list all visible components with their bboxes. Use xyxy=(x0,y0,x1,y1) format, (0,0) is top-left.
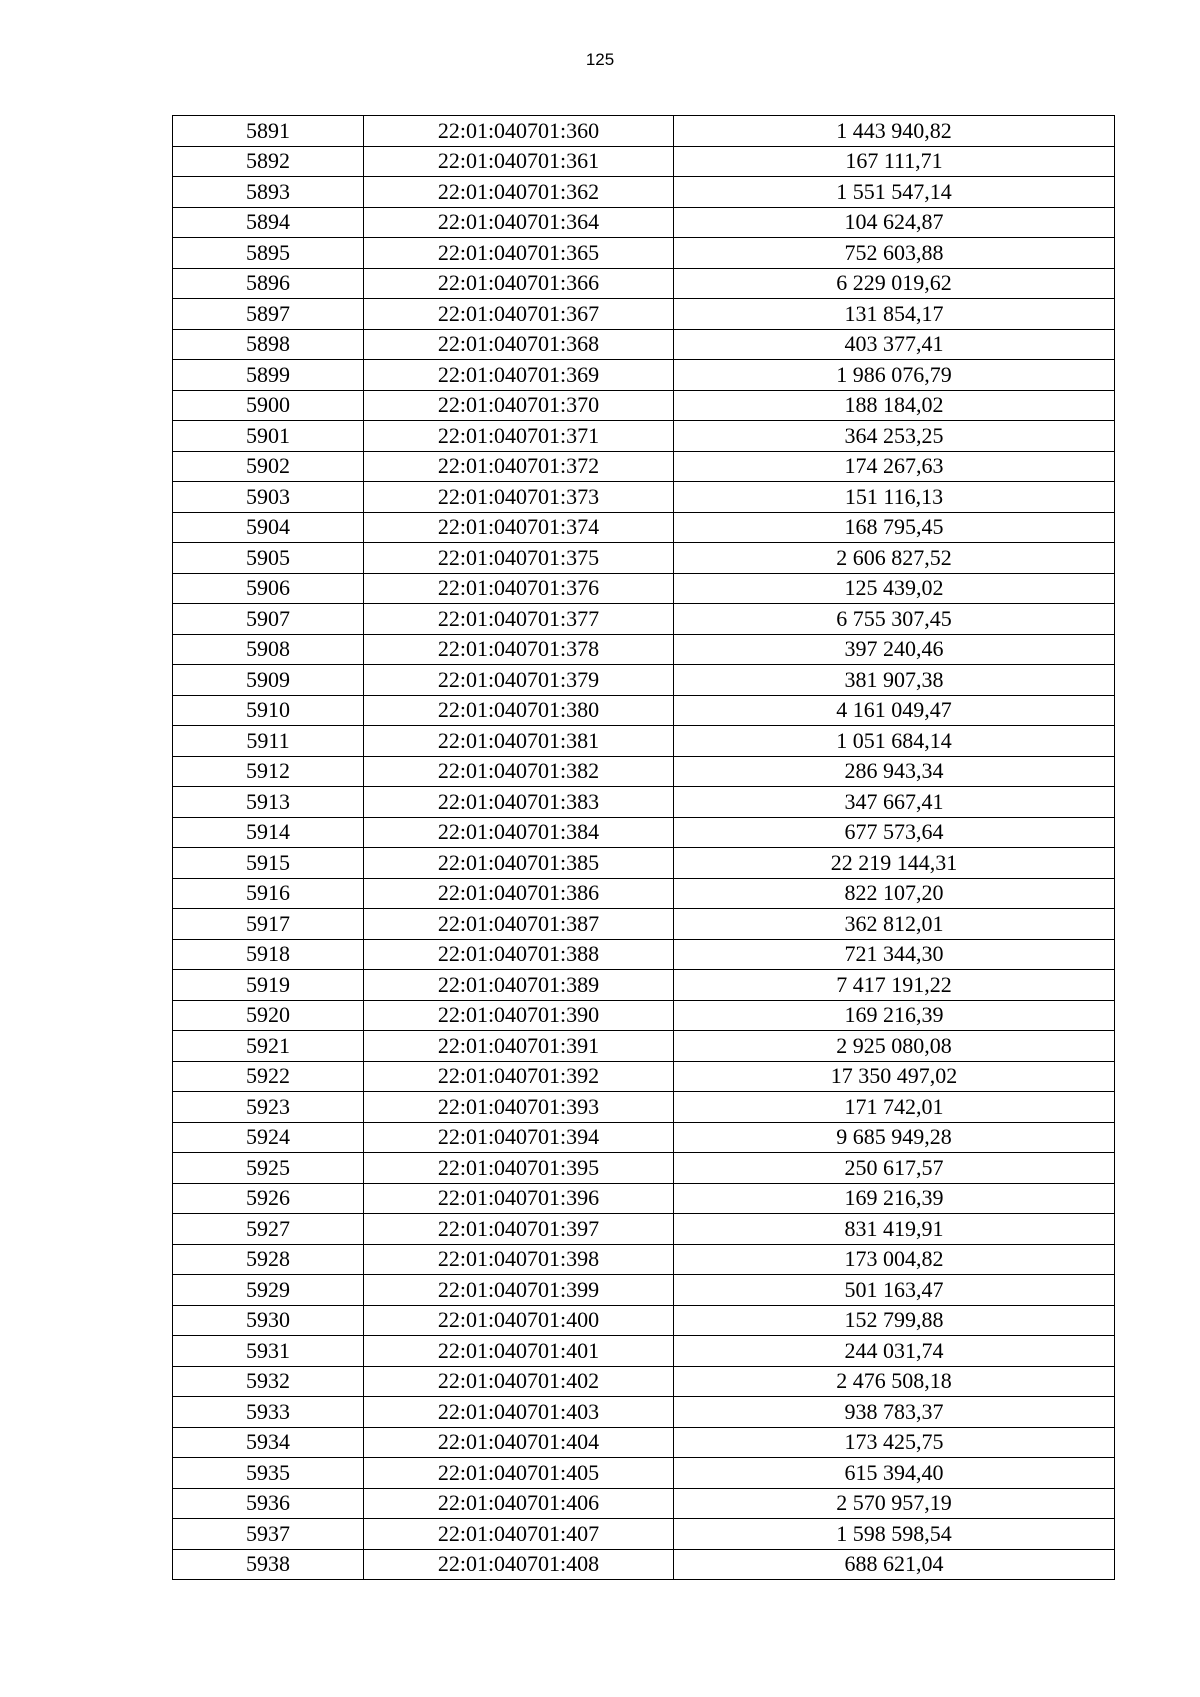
row-number-cell: 5935 xyxy=(173,1458,364,1489)
row-number-cell: 5931 xyxy=(173,1336,364,1367)
value-cell: 1 598 598,54 xyxy=(674,1519,1115,1550)
table-row xyxy=(173,238,1115,269)
cadastral-number-cell: 22:01:040701:408 xyxy=(364,1549,674,1580)
table-row xyxy=(173,451,1115,482)
table-row xyxy=(173,1488,1115,1519)
cadastral-number-cell: 22:01:040701:399 xyxy=(364,1275,674,1306)
cadastral-number-cell: 22:01:040701:386 xyxy=(364,878,674,909)
table-row xyxy=(173,1000,1115,1031)
value-cell: 174 267,63 xyxy=(674,451,1115,482)
row-number-cell: 5908 xyxy=(173,634,364,665)
value-cell: 397 240,46 xyxy=(674,634,1115,665)
table-row xyxy=(173,299,1115,330)
cadastral-number-cell: 22:01:040701:406 xyxy=(364,1488,674,1519)
table-row xyxy=(173,939,1115,970)
value-cell: 17 350 497,02 xyxy=(674,1061,1115,1092)
value-cell: 2 925 080,08 xyxy=(674,1031,1115,1062)
cadastral-number-cell: 22:01:040701:384 xyxy=(364,817,674,848)
value-cell: 188 184,02 xyxy=(674,390,1115,421)
cadastral-number-cell: 22:01:040701:395 xyxy=(364,1153,674,1184)
value-cell: 125 439,02 xyxy=(674,573,1115,604)
cadastral-number-cell: 22:01:040701:371 xyxy=(364,421,674,452)
table-row xyxy=(173,1458,1115,1489)
cadastral-number-cell: 22:01:040701:367 xyxy=(364,299,674,330)
table-row xyxy=(173,787,1115,818)
row-number-cell: 5925 xyxy=(173,1153,364,1184)
value-cell: 167 111,71 xyxy=(674,146,1115,177)
cadastral-number-cell: 22:01:040701:407 xyxy=(364,1519,674,1550)
value-cell: 347 667,41 xyxy=(674,787,1115,818)
value-cell: 1 051 684,14 xyxy=(674,726,1115,757)
page-number: 125 xyxy=(585,50,615,69)
row-number-cell: 5909 xyxy=(173,665,364,696)
value-cell: 938 783,37 xyxy=(674,1397,1115,1428)
cadastral-number-cell: 22:01:040701:379 xyxy=(364,665,674,696)
table-row xyxy=(173,1031,1115,1062)
cadastral-number-cell: 22:01:040701:393 xyxy=(364,1092,674,1123)
row-number-cell: 5920 xyxy=(173,1000,364,1031)
value-cell: 831 419,91 xyxy=(674,1214,1115,1245)
row-number-cell: 5896 xyxy=(173,268,364,299)
cadastral-number-cell: 22:01:040701:401 xyxy=(364,1336,674,1367)
row-number-cell: 5891 xyxy=(173,116,364,147)
table-row xyxy=(173,329,1115,360)
cadastral-number-cell: 22:01:040701:377 xyxy=(364,604,674,635)
table-row xyxy=(173,970,1115,1001)
table-row xyxy=(173,177,1115,208)
cadastral-number-cell: 22:01:040701:403 xyxy=(364,1397,674,1428)
table-row xyxy=(173,1549,1115,1580)
table-row xyxy=(173,1061,1115,1092)
value-cell: 9 685 949,28 xyxy=(674,1122,1115,1153)
table-row xyxy=(173,1427,1115,1458)
table-row xyxy=(173,146,1115,177)
table-row xyxy=(173,390,1115,421)
table-row xyxy=(173,1275,1115,1306)
row-number-cell: 5928 xyxy=(173,1244,364,1275)
value-cell: 151 116,13 xyxy=(674,482,1115,513)
row-number-cell: 5916 xyxy=(173,878,364,909)
value-cell: 688 621,04 xyxy=(674,1549,1115,1580)
cadastral-number-cell: 22:01:040701:404 xyxy=(364,1427,674,1458)
cadastral-number-cell: 22:01:040701:369 xyxy=(364,360,674,391)
row-number-cell: 5905 xyxy=(173,543,364,574)
cadastral-number-cell: 22:01:040701:372 xyxy=(364,451,674,482)
table-row xyxy=(173,1183,1115,1214)
row-number-cell: 5936 xyxy=(173,1488,364,1519)
table-row xyxy=(173,116,1115,147)
table-row xyxy=(173,665,1115,696)
table-row xyxy=(173,1519,1115,1550)
cadastral-number-cell: 22:01:040701:382 xyxy=(364,756,674,787)
row-number-cell: 5927 xyxy=(173,1214,364,1245)
table-row xyxy=(173,1122,1115,1153)
cadastral-number-cell: 22:01:040701:388 xyxy=(364,939,674,970)
cadastral-number-cell: 22:01:040701:381 xyxy=(364,726,674,757)
table-row xyxy=(173,421,1115,452)
row-number-cell: 5907 xyxy=(173,604,364,635)
table-row xyxy=(173,1397,1115,1428)
cadastral-number-cell: 22:01:040701:380 xyxy=(364,695,674,726)
cadastral-number-cell: 22:01:040701:391 xyxy=(364,1031,674,1062)
row-number-cell: 5895 xyxy=(173,238,364,269)
value-cell: 4 161 049,47 xyxy=(674,695,1115,726)
cadastral-number-cell: 22:01:040701:389 xyxy=(364,970,674,1001)
table-row xyxy=(173,878,1115,909)
row-number-cell: 5915 xyxy=(173,848,364,879)
row-number-cell: 5921 xyxy=(173,1031,364,1062)
table-row xyxy=(173,207,1115,238)
cadastral-number-cell: 22:01:040701:366 xyxy=(364,268,674,299)
cadastral-number-cell: 22:01:040701:396 xyxy=(364,1183,674,1214)
row-number-cell: 5910 xyxy=(173,695,364,726)
cadastral-number-cell: 22:01:040701:370 xyxy=(364,390,674,421)
value-cell: 403 377,41 xyxy=(674,329,1115,360)
value-cell: 152 799,88 xyxy=(674,1305,1115,1336)
row-number-cell: 5901 xyxy=(173,421,364,452)
value-cell: 131 854,17 xyxy=(674,299,1115,330)
value-cell: 501 163,47 xyxy=(674,1275,1115,1306)
value-cell: 171 742,01 xyxy=(674,1092,1115,1123)
row-number-cell: 5934 xyxy=(173,1427,364,1458)
value-cell: 22 219 144,31 xyxy=(674,848,1115,879)
value-cell: 173 004,82 xyxy=(674,1244,1115,1275)
table-body xyxy=(173,116,1115,1580)
cadastral-number-cell: 22:01:040701:390 xyxy=(364,1000,674,1031)
value-cell: 2 606 827,52 xyxy=(674,543,1115,574)
table-row xyxy=(173,604,1115,635)
cadastral-number-cell: 22:01:040701:387 xyxy=(364,909,674,940)
row-number-cell: 5911 xyxy=(173,726,364,757)
row-number-cell: 5894 xyxy=(173,207,364,238)
cadastral-number-cell: 22:01:040701:374 xyxy=(364,512,674,543)
row-number-cell: 5906 xyxy=(173,573,364,604)
value-cell: 752 603,88 xyxy=(674,238,1115,269)
value-cell: 362 812,01 xyxy=(674,909,1115,940)
table-row xyxy=(173,909,1115,940)
cadastral-value-table xyxy=(172,115,1115,1580)
row-number-cell: 5923 xyxy=(173,1092,364,1123)
row-number-cell: 5904 xyxy=(173,512,364,543)
row-number-cell: 5929 xyxy=(173,1275,364,1306)
value-cell: 168 795,45 xyxy=(674,512,1115,543)
value-cell: 2 570 957,19 xyxy=(674,1488,1115,1519)
row-number-cell: 5932 xyxy=(173,1366,364,1397)
cadastral-number-cell: 22:01:040701:365 xyxy=(364,238,674,269)
row-number-cell: 5918 xyxy=(173,939,364,970)
table-row xyxy=(173,482,1115,513)
cadastral-number-cell: 22:01:040701:364 xyxy=(364,207,674,238)
value-cell: 6 229 019,62 xyxy=(674,268,1115,299)
table-row xyxy=(173,1336,1115,1367)
cadastral-number-cell: 22:01:040701:373 xyxy=(364,482,674,513)
value-cell: 721 344,30 xyxy=(674,939,1115,970)
row-number-cell: 5914 xyxy=(173,817,364,848)
value-cell: 677 573,64 xyxy=(674,817,1115,848)
value-cell: 1 551 547,14 xyxy=(674,177,1115,208)
cadastral-number-cell: 22:01:040701:368 xyxy=(364,329,674,360)
table-row xyxy=(173,360,1115,391)
value-cell: 2 476 508,18 xyxy=(674,1366,1115,1397)
cadastral-number-cell: 22:01:040701:402 xyxy=(364,1366,674,1397)
value-cell: 286 943,34 xyxy=(674,756,1115,787)
value-cell: 244 031,74 xyxy=(674,1336,1115,1367)
table-row xyxy=(173,634,1115,665)
row-number-cell: 5917 xyxy=(173,909,364,940)
row-number-cell: 5913 xyxy=(173,787,364,818)
table-row xyxy=(173,1366,1115,1397)
cadastral-number-cell: 22:01:040701:383 xyxy=(364,787,674,818)
table-row xyxy=(173,268,1115,299)
table-row xyxy=(173,543,1115,574)
row-number-cell: 5930 xyxy=(173,1305,364,1336)
value-cell: 1 443 940,82 xyxy=(674,116,1115,147)
value-cell: 364 253,25 xyxy=(674,421,1115,452)
table-row xyxy=(173,1153,1115,1184)
row-number-cell: 5922 xyxy=(173,1061,364,1092)
table-row xyxy=(173,512,1115,543)
cadastral-number-cell: 22:01:040701:362 xyxy=(364,177,674,208)
cadastral-number-cell: 22:01:040701:360 xyxy=(364,116,674,147)
cadastral-number-cell: 22:01:040701:397 xyxy=(364,1214,674,1245)
row-number-cell: 5902 xyxy=(173,451,364,482)
row-number-cell: 5912 xyxy=(173,756,364,787)
table-row xyxy=(173,573,1115,604)
value-cell: 104 624,87 xyxy=(674,207,1115,238)
cadastral-number-cell: 22:01:040701:375 xyxy=(364,543,674,574)
row-number-cell: 5937 xyxy=(173,1519,364,1550)
table-row xyxy=(173,1092,1115,1123)
table-row xyxy=(173,817,1115,848)
table-row xyxy=(173,848,1115,879)
cadastral-number-cell: 22:01:040701:378 xyxy=(364,634,674,665)
table-row xyxy=(173,1305,1115,1336)
value-cell: 1 986 076,79 xyxy=(674,360,1115,391)
value-cell: 169 216,39 xyxy=(674,1000,1115,1031)
row-number-cell: 5933 xyxy=(173,1397,364,1428)
row-number-cell: 5924 xyxy=(173,1122,364,1153)
value-cell: 381 907,38 xyxy=(674,665,1115,696)
cadastral-number-cell: 22:01:040701:385 xyxy=(364,848,674,879)
row-number-cell: 5893 xyxy=(173,177,364,208)
row-number-cell: 5899 xyxy=(173,360,364,391)
table-row xyxy=(173,726,1115,757)
cadastral-number-cell: 22:01:040701:394 xyxy=(364,1122,674,1153)
row-number-cell: 5897 xyxy=(173,299,364,330)
cadastral-number-cell: 22:01:040701:361 xyxy=(364,146,674,177)
table-row xyxy=(173,695,1115,726)
row-number-cell: 5900 xyxy=(173,390,364,421)
row-number-cell: 5926 xyxy=(173,1183,364,1214)
row-number-cell: 5938 xyxy=(173,1549,364,1580)
row-number-cell: 5898 xyxy=(173,329,364,360)
row-number-cell: 5892 xyxy=(173,146,364,177)
value-cell: 169 216,39 xyxy=(674,1183,1115,1214)
value-cell: 173 425,75 xyxy=(674,1427,1115,1458)
table-row xyxy=(173,1244,1115,1275)
table-row xyxy=(173,1214,1115,1245)
value-cell: 250 617,57 xyxy=(674,1153,1115,1184)
value-cell: 822 107,20 xyxy=(674,878,1115,909)
row-number-cell: 5903 xyxy=(173,482,364,513)
cadastral-number-cell: 22:01:040701:398 xyxy=(364,1244,674,1275)
value-cell: 7 417 191,22 xyxy=(674,970,1115,1001)
cadastral-number-cell: 22:01:040701:392 xyxy=(364,1061,674,1092)
cadastral-number-cell: 22:01:040701:376 xyxy=(364,573,674,604)
value-cell: 6 755 307,45 xyxy=(674,604,1115,635)
table-row xyxy=(173,756,1115,787)
value-cell: 615 394,40 xyxy=(674,1458,1115,1489)
cadastral-number-cell: 22:01:040701:400 xyxy=(364,1305,674,1336)
cadastral-number-cell: 22:01:040701:405 xyxy=(364,1458,674,1489)
row-number-cell: 5919 xyxy=(173,970,364,1001)
